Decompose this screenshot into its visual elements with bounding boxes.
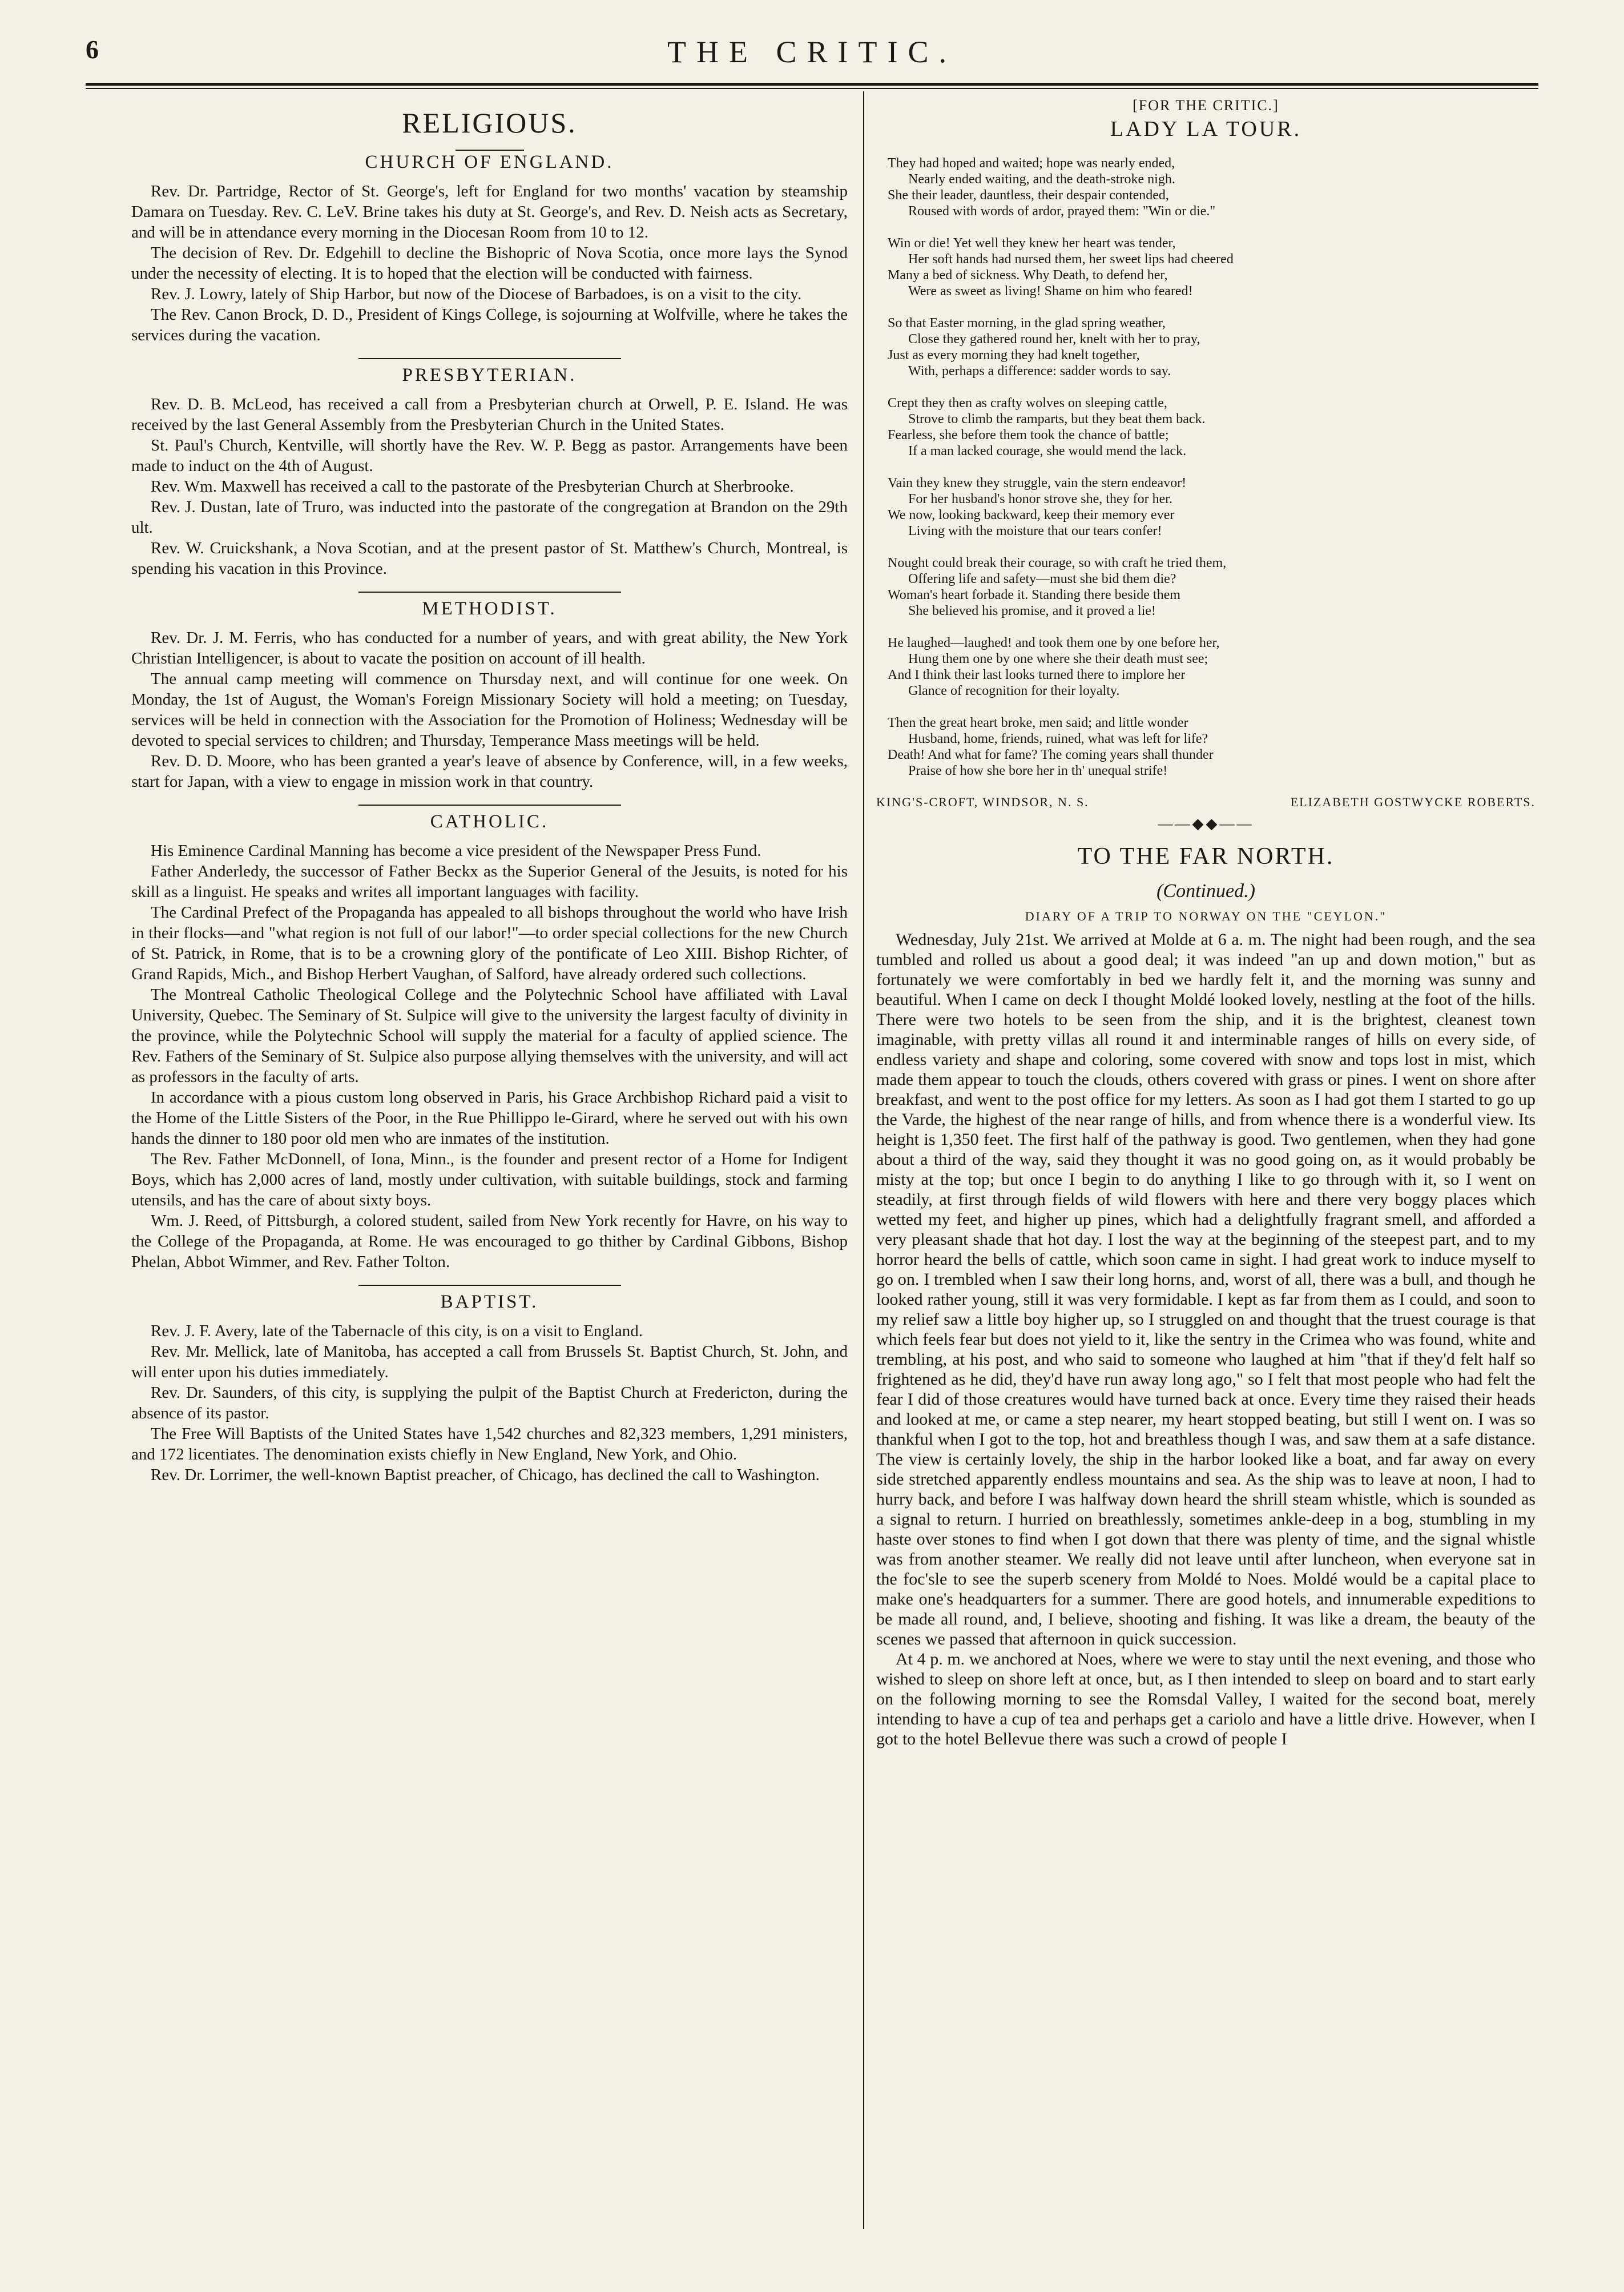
poem-line: Many a bed of sickness. Why Death, to defend her,	[888, 268, 1168, 283]
paragraph: Rev. J. Lowry, lately of Ship Harbor, but now of the Diocese of Barbadoes, is on a visit to the city.	[151, 285, 802, 303]
section-rule	[358, 592, 621, 593]
section-heading: CATHOLIC.	[430, 811, 549, 832]
poem-line: Husband, home, friends, ruined, what was left for life?	[908, 731, 1208, 746]
paragraph: Wm. J. Reed, of Pittsburgh, a colored student, sailed from New York recently for Havre, on his way to the College of the Propaganda, at Rome. He was encouraged to go thither by Cardinal Gibbons, Bishop Phelan, Abbot Wimmer, and Rev. Father Tolton.	[131, 1212, 848, 1271]
poem-line: With, perhaps a difference: sadder words to say.	[908, 364, 1171, 379]
left-column	[131, 97, 848, 2221]
paragraph: Rev. Dr. Partridge, Rector of St. George's, left for England for two months' vacation by steamship Damara on Tuesday. Rev. C. LeV. Brine takes his duty at St. George's, and Rev. D. Neish acts as Secretary, and will be in attendance every morning in the Diocesan Room from 10 to 12.	[131, 182, 848, 242]
paragraph: St. Paul's Church, Kentville, will shortly have the Rev. W. P. Begg as pastor. Arrangements have been made to induct on the 4th of August.	[131, 436, 848, 475]
poem-line: Living with the moisture that our tears confer!	[908, 524, 1162, 538]
paragraph: The decision of Rev. Dr. Edgehill to decline the Bishopric of Nova Scotia, once more lays the Synod under the necessity of electing. It is to hoped that the election will be conducted with fairness.	[131, 244, 848, 283]
poem-line: She their leader, dauntless, their despair contended,	[888, 188, 1169, 203]
paragraph: Rev. Wm. Maxwell has received a call to the pastorate of the Presbyterian Church at Sherbrooke.	[151, 477, 794, 496]
poem-line: So that Easter morning, in the glad spring weather,	[888, 316, 1166, 331]
section-heading: PRESBYTERIAN.	[402, 365, 577, 385]
paragraph: Rev. Mr. Mellick, late of Manitoba, has accepted a call from Brussels St. Baptist Church, St. John, and will enter upon his duties immediately.	[131, 1342, 848, 1381]
poem-line: Offering life and safety—must she bid them die?	[908, 572, 1176, 586]
paragraph: Rev. Dr. Saunders, of this city, is supplying the pulpit of the Baptist Church at Fredericton, during the absence of its pastor.	[131, 1384, 848, 1422]
right-column	[876, 97, 1536, 2221]
section-heading: METHODIST.	[422, 598, 557, 619]
poem-line: Her soft hands had nursed them, her sweet lips had cheered	[908, 252, 1234, 267]
paragraph: His Eminence Cardinal Manning has become a vice president of the Newspaper Press Fund.	[151, 842, 761, 860]
header-rule-thin	[86, 88, 1538, 89]
section-presbyterian	[131, 365, 848, 579]
paragraph: The annual camp meeting will commence on Thursday next, and will continue for one week. On Monday, the 1st of August, the Woman's Foreign Missionary Society will hold a meeting; on Tuesday, services will be held in connection with the Association for the Promotion of Holiness; Wednesday will be devoted to special services to children; and Thursday, Temperance Mass meetings will be held.	[131, 670, 848, 750]
paragraph: Rev. D. B. McLeod, has received a call from a Presbyterian church at Orwell, P. E. Island. He was received by the last General Assembly from the Presbyterian Church in the United States.	[131, 395, 848, 434]
poem-line: Vain they knew they struggle, vain the stern endeavor!	[888, 476, 1187, 490]
poem-line: Just as every morning they had knelt together,	[888, 348, 1140, 363]
paragraph: Rev. Dr. Lorrimer, the well-known Baptist preacher, of Chicago, has declined the call to Washington.	[151, 1466, 820, 1484]
section-heading: BAPTIST.	[440, 1292, 539, 1312]
poem-line: They had hoped and waited; hope was nearly ended,	[888, 156, 1175, 171]
poem-author: ELIZABETH GOSTWYCKE ROBERTS.	[1290, 795, 1536, 809]
section-rule	[358, 805, 621, 806]
poem-line: Win or die! Yet well they knew her heart was tender,	[888, 236, 1176, 251]
paper-title: THE CRITIC.	[667, 35, 957, 69]
poem-stanza	[876, 395, 1536, 459]
poem-stanza	[876, 715, 1536, 779]
paragraph: The Cardinal Prefect of the Propaganda has appealed to all bishops throughout the world who have Irish in their flocks—and "what region is not full of our labor!"—to order special collections for the new Church of St. Patrick, in Rome, that is to be a crowning glory of the pontificate of Leo XIII. Bishop Richter, of Grand Rapids, Mich., and Bishop Herbert Vaughan, of Salford, have already ordered such collections.	[131, 903, 848, 983]
poem-line: For her husband's honor strove she, they for her.	[908, 492, 1172, 506]
poem-stanza	[876, 315, 1536, 379]
section-methodist	[131, 598, 848, 792]
poem-line: Strove to climb the ramparts, but they beat them back.	[908, 412, 1206, 427]
paragraph: The Rev. Father McDonnell, of Iona, Minn., is the founder and present rector of a Home for Indigent Boys, which has 2,000 acres of land, mostly under cultivation, with suitable buildings, stock and farming utensils, and has the care of about sixty boys.	[131, 1150, 848, 1209]
section-heading: CHURCH OF ENGLAND.	[365, 152, 614, 172]
paragraph: The Rev. Canon Brock, D. D., President of Kings College, is sojourning at Wolfville, where he takes the services during the vacation.	[131, 305, 848, 344]
poem-line: Nought could break their courage, so with craft he tried them,	[888, 556, 1227, 570]
ornament-divider: ——◆◆——	[1158, 815, 1254, 832]
paragraph: Father Anderledy, the successor of Father Beckx as the Superior General of the Jesuits, is noted for his skill as a linguist. He speaks and writes all important languages with facility.	[131, 862, 848, 901]
poem-line: Glance of recognition for their loyalty.	[908, 683, 1120, 698]
article-title: TO THE FAR NORTH.	[1077, 843, 1335, 870]
column-divider	[863, 91, 864, 2229]
poem-line: Praise of how she bore her in th' unequal strife!	[908, 763, 1168, 778]
poem-line: Roused with words of ardor, prayed them: "Win or die."	[908, 204, 1216, 219]
poem-source-tag: [FOR THE CRITIC.]	[1133, 97, 1279, 114]
poem-line: Nearly ended waiting, and the death-stroke nigh.	[908, 172, 1175, 187]
poem-line: He laughed—laughed! and took them one by one before her,	[888, 636, 1220, 650]
poem-line: Close they gathered round her, knelt with her to pray,	[908, 332, 1200, 347]
poem-line: We now, looking backward, keep their memory ever	[888, 508, 1175, 522]
paragraph: The Montreal Catholic Theological College and the Polytechnic School have affiliated with Laval University, Quebec. The Seminary of St. Sulpice will give to the university the largest faculty of divinity in the province, while the Polytechnic School will supply the material for a faculty of applied science. The Rev. Fathers of the Seminary of St. Sulpice also purpose allying themselves with the university, and will act as professors in the faculty of arts.	[131, 986, 848, 1086]
poem-stanza	[876, 635, 1536, 699]
poem-stanza	[876, 155, 1536, 219]
poem-stanza	[876, 235, 1536, 299]
section-baptist	[131, 1292, 848, 1485]
paragraph: Rev. D. D. Moore, who has been granted a year's leave of absence by Conference, will, in a few weeks, start for Japan, with a view to engage in mission work in that country.	[131, 752, 848, 791]
poem-line: Fearless, she before them took the chance of battle;	[888, 428, 1169, 443]
poem-stanza	[876, 555, 1536, 619]
page-number: 6	[86, 35, 99, 64]
poem-stanza	[876, 475, 1536, 539]
paragraph: At 4 p. m. we anchored at Noes, where we were to stay until the next evening, and those who wished to sleep on shore left at once, but, as I then intended to sleep on board and to start early on the following morning to see the Romsdal Valley, I waited for the second boat, merely intending to have a cup of tea and perhaps get a cariolo and have a little drive. However, when I got to the hotel Bellevue there was such a crowd of people I	[876, 1650, 1536, 1748]
paragraph: Rev. Dr. J. M. Ferris, who has conducted for a number of years, and with great ability, the New York Christian Intelligencer, is about to vacate the position on account of ill health.	[131, 629, 848, 668]
poem-line: Were as sweet as living! Shame on him who feared!	[908, 284, 1193, 299]
paragraph: The Free Will Baptists of the United States have 1,542 churches and 82,323 members, 1,291 ministers, and 172 licentiates. The denomination exists chiefly in New England, New York, and Ohio.	[131, 1425, 848, 1463]
poem-line: Woman's heart forbade it. Standing there beside them	[888, 588, 1180, 602]
paragraph: Rev. W. Cruickshank, a Nova Scotian, and at the present pastor of St. Matthew's Church, Montreal, is spending his vacation in this Province.	[131, 539, 848, 578]
article-subtitle: DIARY OF A TRIP TO NORWAY ON THE "CEYLON."	[1025, 909, 1387, 923]
poem-line: Crept they then as crafty wolves on sleeping cattle,	[888, 396, 1167, 411]
paragraph: In accordance with a pious custom long observed in Paris, his Grace Archbishop Richard paid a visit to the Home of the Little Sisters of the Poor, in the Rue Phillippo le-Girard, where he served out with his own hands the dinner to 180 poor old men who are inmates of the institution.	[131, 1088, 848, 1148]
poem-line: Then the great heart broke, men said; and little wonder	[888, 715, 1188, 730]
poem-line: Hung them one by one where she their death must see;	[908, 652, 1208, 666]
poem-signature	[876, 795, 1536, 810]
poem-line: She believed his promise, and it proved a lie!	[908, 604, 1156, 618]
section-church-of-england	[131, 152, 848, 345]
section-rule	[358, 358, 621, 359]
poem-line: If a man lacked courage, she would mend the lack.	[908, 444, 1187, 459]
paragraph: Rev. J. F. Avery, late of the Tabernacle of this city, is on a visit to England.	[151, 1322, 643, 1340]
header-rule	[86, 83, 1538, 86]
article-continued: (Continued.)	[1156, 880, 1255, 902]
paragraph: Wednesday, July 21st. We arrived at Molde at 6 a. m. The night had been rough, and the sea tumbled and rolled us about a good deal; it was indeed "an up and down motion," but as fortunately we were comfortably in bed we hardly felt it, and the morning was sunny and beautiful. When I came on deck I thought Moldé looked lovely, nestling at the foot of the hills. There were two hotels to be seen from the ship, and it is the brightest, cleanest town imaginable, with pretty villas all round it and interminable ranges of hills on every side, of endless variety and shape and coloring, some covered with snow and tops lost in mist, which made them appear to touch the clouds, others covered with grass or pines. I went on shore after breakfast, and went to the post office for my letters. As soon as I had got them I started to go up the Varde, the highest of the near range of hills, and from whence there is a wonderful view. Its height is 1,350 feet. The first half of the pathway is good. Two gentlemen, when they had gone about a third of the way, said they thought it was no good going on, as it would probably be misty at the top; but once I begin to do anything I like to go through with it, so I went on steadily, at first through fields of wild flowers with here and there very boggy places which wetted my feet, and higher up pines, which had a delightfully fragrant smell, and afforded a very pleasant shade that hot day. I lost the way at the beginning of the steepest part, and to my horror heard the bells of cattle, which soon came in sight. I had great work to induce myself to go on. I trembled when I saw their long horns, and, worst of all, there was a bull, and though he looked rather young, still it was very formidable. I kept as far from them as I could, and soon to my relief saw a little boy higher up, so I struggled on and thought that the truest courage is that which feels fear but does not yield to it, like the sentry in the Crimea who was found, white and trembling, at his post, and who said to someone who laughed at him "that if they'd felt half so frightened as he did, they'd have run away long ago," so I felt that most people who had felt the fear I did of those creatures would have turned back at once. Every time they raised their heads and looked at me, or came a step nearer, my heart stopped beating, but still I went on. I was so thankful when I got to the top, hot and breathless though I was, and saw them at a safe distance. The view is certainly lovely, the ship in the harbor looked like a boat, and far away on every side stretched apparently endless mountains and sea. As the ship was to leave at noon, I had to hurry back, and before I was halfway down heard the shrill steam whistle, which is sounded as a signal to return. I hurried on breathlessly, sometimes ankle-deep in a bog, stumbling in my haste over stones to find when I got down that there was plenty of time, and the signal whistle was from another steamer. We really did not leave until after luncheon, when everyone sat in the foc'sle to see the superb scenery from Moldé to Noes. Moldé would be a capital place to make one's headquarters for a summer. There are good hotels, and innumerable expeditions to be made all round, and, I believe, shooting and fishing. It was like a dream, the beauty of the scenes we passed that afternoon in quick succession.	[876, 930, 1536, 1648]
section-rule	[358, 1285, 621, 1286]
poem-line: And I think their last looks turned there to implore her	[888, 668, 1186, 682]
section-catholic	[131, 811, 848, 1272]
paragraph: Rev. J. Dustan, late of Truro, was inducted into the pastorate of the congregation at Brandon on the 29th ult.	[131, 498, 848, 537]
religious-heading: RELIGIOUS.	[402, 107, 577, 139]
heading-rule	[456, 150, 524, 151]
poem-title: LADY LA TOUR.	[1110, 117, 1302, 141]
poem-line: Death! And what for fame? The coming years shall thunder	[888, 747, 1214, 762]
masthead	[86, 34, 1538, 80]
poem-place: KING'S-CROFT, WINDSOR, N. S.	[876, 795, 1089, 809]
